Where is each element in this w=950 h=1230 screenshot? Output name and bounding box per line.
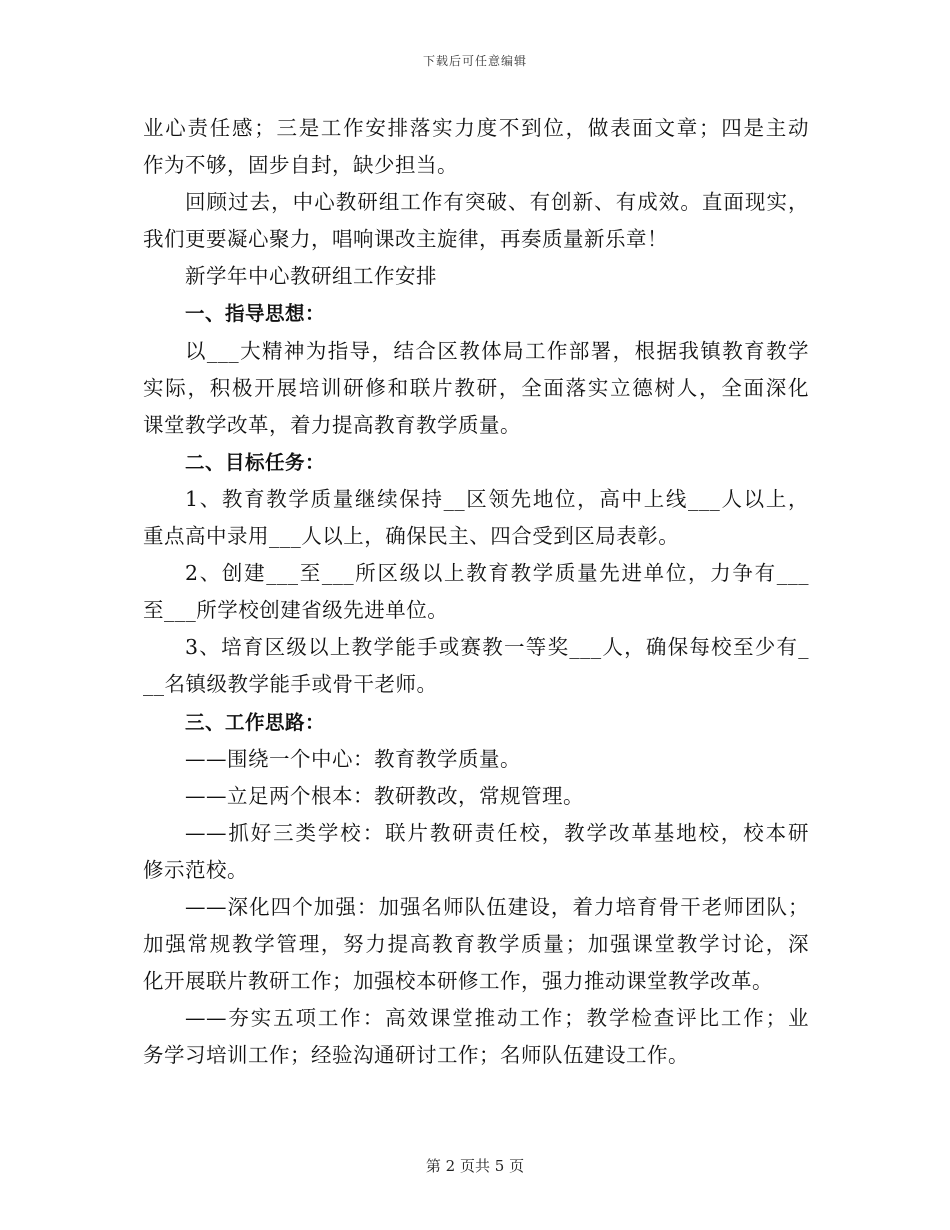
paragraph-line: 实际，积极开展培训研修和联片教研，全面落实立德树人，全面深化 [143,375,809,400]
paragraph-line: 我们更要凝心聚力，唱响课改主旋律，再奏质量新乐章！ [143,227,668,252]
section-title: 新学年中心教研组工作安排 [185,264,437,289]
page-number: 第 2 页共 5 页 [425,1157,525,1175]
heading-guiding-thought: 一、指导思想： [185,302,326,326]
paragraph-line: __名镇级教学能手或骨干老师。 [143,672,438,697]
paragraph-line: 至___所学校创建省级先进单位。 [143,598,449,623]
document-body [143,110,809,1074]
paragraph-line: 以___大精神为指导，结合区教体局工作部署，根据我镇教育教学 [185,338,809,363]
paragraph-line: 回顾过去，中心教研组工作有突破、有创新、有成效。直面现实， [185,190,809,215]
page-header: 下载后可任意编辑 [422,54,527,68]
paragraph-line: ——围绕一个中心：教育教学质量。 [185,746,521,771]
paragraph-line: 修示范校。 [143,857,248,882]
paragraph-line: 1、教育教学质量继续保持__区领先地位，高中上线___人以上， [185,486,809,511]
paragraph-line: ——抓好三类学校：联片教研责任校，教学改革基地校，校本研 [185,820,809,845]
heading-target-tasks: 二、目标任务： [185,450,326,474]
paragraph-line: 3、培育区级以上教学能手或赛教一等奖___人，确保每校至少有_ [185,635,809,660]
paragraph-line: 业心责任感；三是工作安排落实力度不到位，做表面文章；四是主动 [143,116,809,140]
paragraph-line: 加强常规教学管理，努力提高教育教学质量；加强课堂教学讨论，深 [143,932,809,957]
heading-work-approach: 三、工作思路： [185,710,326,734]
paragraph-line: ——夯实五项工作：高效课堂推动工作；教学检查评比工作；业 [185,1006,809,1031]
paragraph-line: ——深化四个加强：加强名师队伍建设，着力培育骨干老师团队； [185,894,809,919]
paragraph-line: 务学习培训工作；经验沟通研讨工作；名师队伍建设工作。 [143,1043,689,1068]
paragraph-line: 2、创建___至___所区级以上教育教学质量先进单位，力争有___ [185,561,809,586]
paragraph-line: 化开展联片教研工作；加强校本研修工作，强力推动课堂教学改革。 [143,969,773,994]
paragraph-line: 作为不够，固步自封，缺少担当。 [143,153,458,178]
paragraph-line: 课堂教学改革，着力提高教育教学质量。 [143,412,521,437]
paragraph-line: 重点高中录用___人以上，确保民主、四合受到区局表彰。 [143,524,680,549]
paragraph-line: ——立足两个根本：教研教改，常规管理。 [185,783,584,808]
